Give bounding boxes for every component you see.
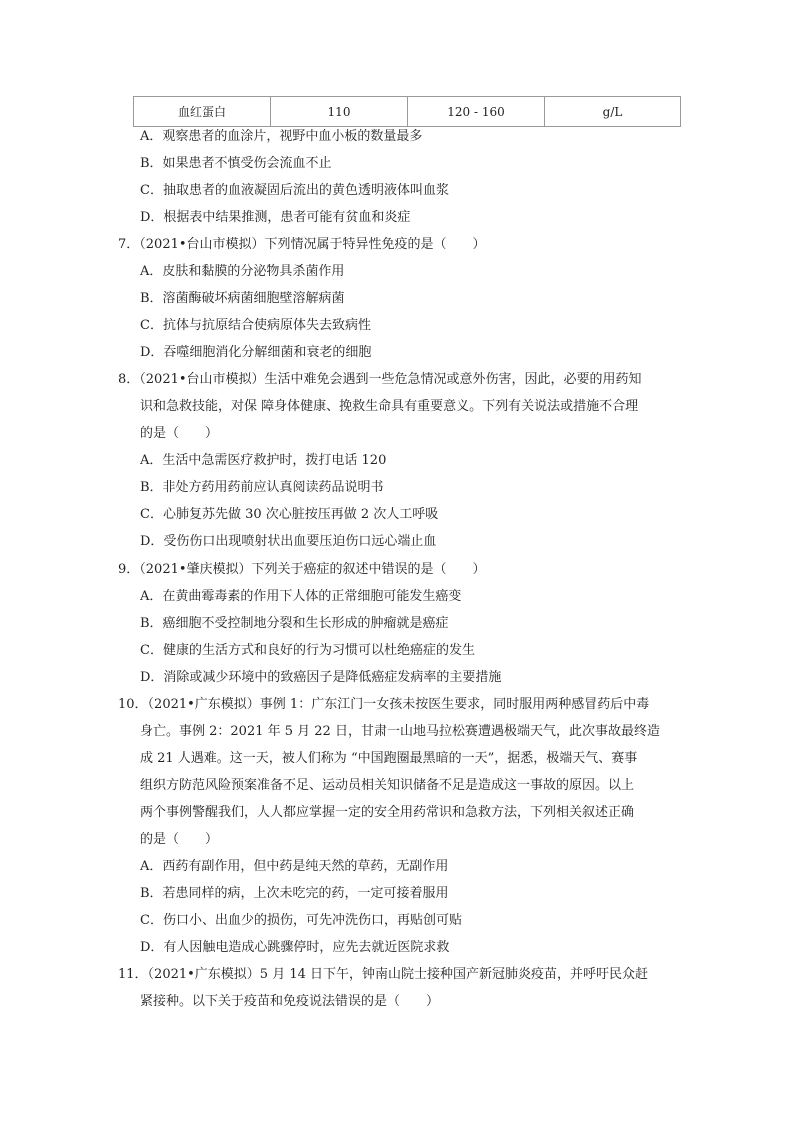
q9-option-d: D．消除或减少环境中的致癌因子是降低癌症发病率的主要措施: [140, 670, 502, 685]
table-cell-unit: g/L: [545, 97, 681, 127]
q8-stem-line-1: 8．（2021•台山市模拟）生活中难免会遇到一些危急情况或意外伤害，因此，必要的用药知: [118, 372, 642, 387]
q7-option-a: A．皮肤和黏膜的分泌物具杀菌作用: [140, 264, 345, 279]
q10-option-d: D．有人因触电造成心跳骤停时，应先去就近医院求救: [140, 940, 450, 955]
q10-stem-line-1: 10．（2021•广东模拟）事例 1：广东江门一女孩未按医生要求，同时服用两种感冒药后中毒: [118, 697, 650, 712]
q8-stem-line-2: 识和急救技能，对保 障身体健康、挽救生命具有重要意义。下列有关说法或措施不合理: [140, 399, 639, 414]
q9-option-a: A．在黄曲霉毒素的作用下人体的正常细胞可能发生癌变: [140, 589, 462, 604]
q10-stem-line-4: 组织方防范风险预案准备不足、运动员相关知识储备不足是造成这一事故的原因。以上: [140, 778, 635, 793]
blood-test-table: [133, 96, 681, 127]
q9-option-c: C．健康的生活方式和良好的行为习惯可以杜绝癌症的发生: [140, 643, 475, 658]
q9-option-b: B．癌细胞不受控制地分裂和生长形成的肿瘤就是癌症: [140, 616, 449, 631]
q10-stem-line-3: 成 21 人遇难。这一天，被人们称为 “中国跑圈最黑暗的一天”，据悉，极端天气、赛事: [140, 751, 638, 766]
table-row: [134, 97, 681, 127]
q10-stem-line-5: 两个事例警醒我们，人人都应掌握一定的安全用药常识和急救方法，下列相关叙述正确: [140, 805, 635, 820]
q7-option-b: B．溶菌酶破坏病菌细胞壁溶解病菌: [140, 291, 345, 306]
q9-stem: 9．（2021•肇庆模拟）下列关于癌症的叙述中错误的是（ ）: [118, 562, 486, 577]
q10-option-b: B．若患同样的病，上次未吃完的药，一定可接着服用: [140, 886, 449, 901]
q6-option-b: B．如果患者不慎受伤会流血不止: [140, 156, 332, 171]
q8-option-c: C．心肺复苏先做 30 次心脏按压再做 2 次人工呼吸: [140, 507, 439, 522]
q10-stem-line-2: 身亡。事例 2：2021 年 5 月 22 日，甘肃一山地马拉松赛遭遇极端天气，此次事故最终造: [140, 724, 660, 739]
q6-option-c: C．抽取患者的血液凝固后流出的黄色透明液体叫血浆: [140, 183, 449, 198]
q8-option-a: A．生活中急需医疗救护时，拨打电话 120: [140, 453, 387, 468]
q8-option-b: B．非处方药用药前应认真阅读药品说明书: [140, 480, 384, 495]
q7-option-c: C．抗体与抗原结合使病原体失去致病性: [140, 318, 371, 333]
q10-option-a: A．西药有副作用，但中药是纯天然的草药，无副作用: [140, 859, 449, 874]
table-cell-reference: 120 - 160: [408, 97, 545, 127]
q7-option-d: D．吞噬细胞消化分解细菌和衰老的细胞: [140, 345, 372, 360]
q8-stem-line-3: 的是（ ）: [140, 426, 219, 441]
table-cell-item: 血红蛋白: [134, 97, 271, 127]
q11-stem-line-1: 11．（2021•广东模拟）5 月 14 日下午，钟南山院士接种国产新冠肺炎疫苗，并呼吁民众赶: [118, 967, 649, 982]
q11-stem-line-2: 紧接种。以下关于疫苗和免疫说法错误的是（ ）: [140, 994, 440, 1009]
q8-option-d: D．受伤伤口出现喷射状出血要压迫伤口远心端止血: [140, 534, 437, 549]
q6-option-a: A．观察患者的血涂片，视野中血小板的数量最多: [140, 129, 423, 144]
q7-stem: 7．（2021•台山市模拟）下列情况属于特异性免疫的是（ ）: [118, 237, 486, 252]
q10-stem-line-6: 的是（ ）: [140, 832, 219, 847]
q10-option-c: C．伤口小、出血少的损伤，可先冲洗伤口，再贴创可贴: [140, 913, 462, 928]
q6-option-d: D．根据表中结果推测，患者可能有贫血和炎症: [140, 210, 411, 225]
table-cell-measured: 110: [271, 97, 408, 127]
